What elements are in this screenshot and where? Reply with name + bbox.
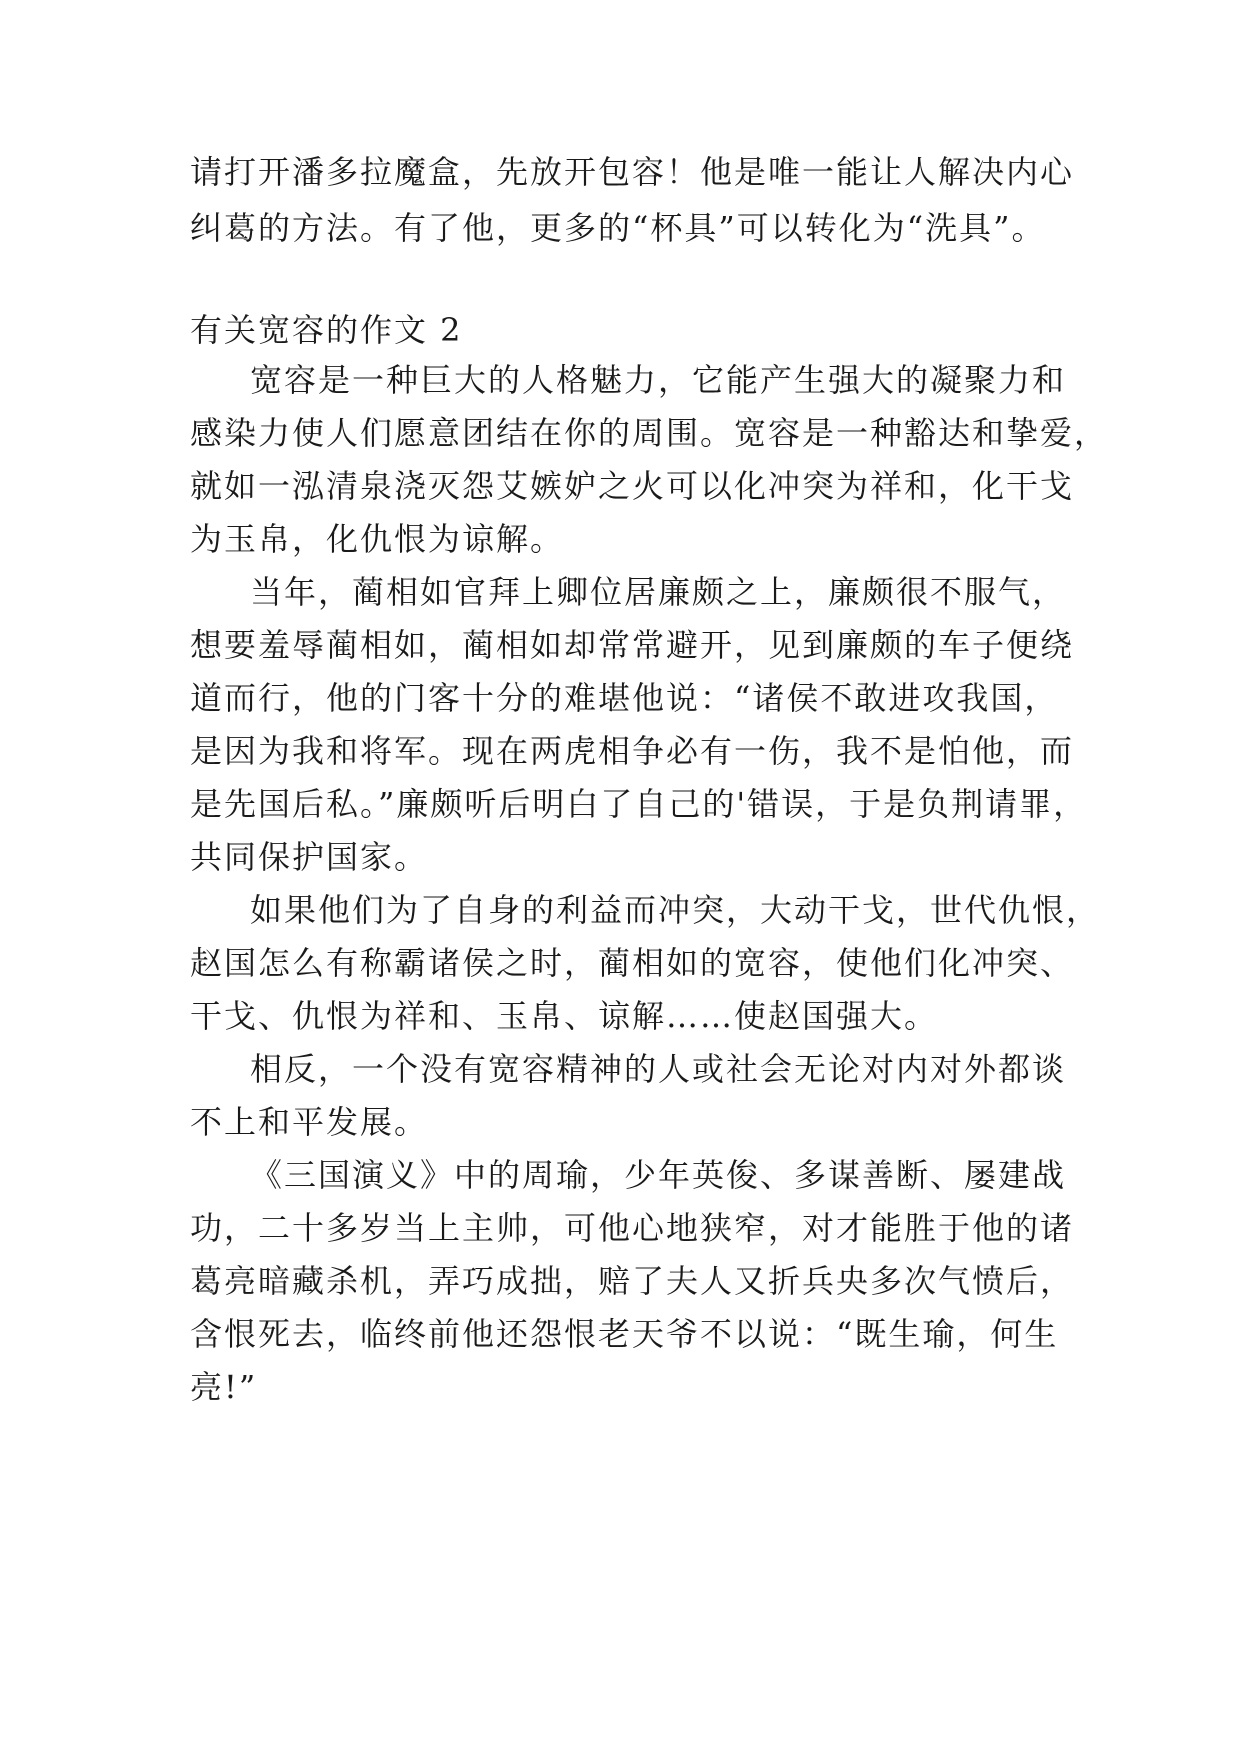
paragraph-line: 就如一泓清泉浇灭怨艾嫉妒之火可以化冲突为祥和，化干戈: [190, 467, 1075, 505]
paragraph-line: 为玉帛，化仇恨为谅解。: [190, 520, 565, 558]
paragraph-line: 葛亮暗藏杀机，弄巧成拙，赔了夫人又折兵央多次气愤后，: [190, 1262, 1075, 1300]
paragraph-line: 当年，蔺相如官拜上卿位居廉颇之上，廉颇很不服气，: [250, 573, 1067, 611]
paragraph-line: 功，二十多岁当上主帅，可他心地狭窄，对才能胜于他的诸: [190, 1209, 1075, 1247]
paragraph-line: 是因为我和将军。现在两虎相争必有一伤，我不是怕他，而: [190, 732, 1075, 770]
intro-line-2: 纠葛的方法。有了他，更多的“杯具”可以转化为“洗具”。: [190, 209, 1046, 247]
paragraph-line: 赵国怎么有称霸诸侯之时，蔺相如的宽容，使他们化冲突、: [190, 944, 1075, 982]
paragraph-line: 相反，一个没有宽容精神的人或社会无论对内对外都谈: [250, 1050, 1067, 1088]
paragraph-line: 道而行，他的门客十分的难堪他说：“诸侯不敢进攻我国，: [190, 679, 1059, 717]
paragraph-line: 不上和平发展。: [190, 1103, 429, 1141]
paragraph-line: 干戈、仇恨为祥和、玉帛、谅解……使赵国强大。: [190, 997, 939, 1035]
paragraph-line: 含恨死去，临终前他还怨恨老天爷不以说：“既生瑜，何生: [190, 1315, 1059, 1353]
paragraph-line: 共同保护国家。: [190, 838, 429, 876]
paragraph-line: 感染力使人们愿意团结在你的周围。宽容是一种豁达和挚爱，: [190, 414, 1109, 452]
paragraph-line: 亮!”: [190, 1368, 258, 1406]
intro-line-1: 请打开潘多拉魔盒，先放开包容！他是唯一能让人解决内心: [190, 153, 1075, 191]
paragraph-line: 是先国后私。”廉颇听后明白了自己的'错误，于是负荆请罪，: [190, 785, 1088, 823]
paragraph-line: 宽容是一种巨大的人格魅力，它能产生强大的凝聚力和: [250, 361, 1067, 399]
paragraph-line: 如果他们为了自身的利益而冲突，大动干戈，世代仇恨，: [250, 891, 1101, 929]
paragraph-line: 《三国演义》中的周瑜，少年英俊、多谋善断、屡建战: [250, 1156, 1067, 1194]
section-title: 有关宽容的作文 2: [190, 311, 463, 349]
paragraph-line: 想要羞辱蔺相如，蔺相如却常常避开，见到廉颇的车子便绕: [190, 626, 1075, 664]
